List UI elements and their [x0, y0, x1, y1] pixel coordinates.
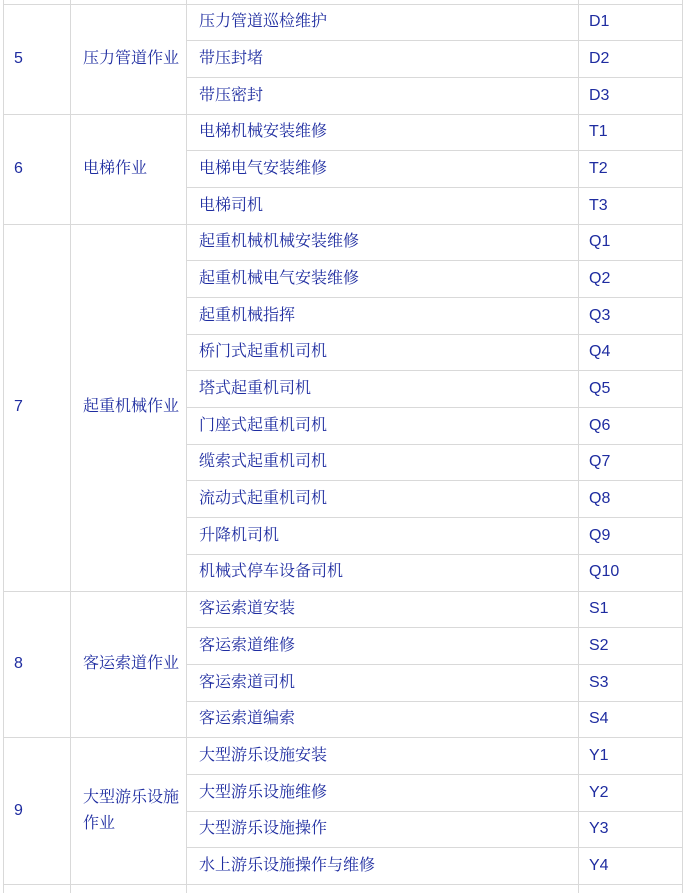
- item-code-cell: Y2: [579, 774, 683, 811]
- item-code-cell: Q5: [579, 371, 683, 408]
- item-name-cell: 带压封堵: [187, 41, 579, 78]
- item-code-cell: Q2: [579, 261, 683, 298]
- row-number-cell: 5: [4, 4, 71, 114]
- table-row: [4, 738, 683, 775]
- item-code-cell: Y1: [579, 738, 683, 775]
- item-code-cell: T1: [579, 114, 683, 151]
- category-cell: 客运索道作业: [71, 591, 187, 738]
- item-name-cell: 升降机司机: [187, 518, 579, 555]
- item-name-cell: 机械式停车设备司机: [187, 554, 579, 591]
- item-name-cell: 大型游乐设施安装: [187, 738, 579, 775]
- row-number-cell: 7: [4, 224, 71, 591]
- item-name-cell: 门座式起重机司机: [187, 408, 579, 445]
- item-name-cell: 压力管道巡检维护: [187, 4, 579, 41]
- item-name-cell: 客运索道司机: [187, 664, 579, 701]
- row-number-cell: 8: [4, 591, 71, 738]
- partial-cell: [187, 885, 579, 893]
- category-cell: 压力管道作业: [71, 4, 187, 114]
- item-code-cell: T2: [579, 151, 683, 188]
- category-cell: 电梯作业: [71, 114, 187, 224]
- item-code-cell: Q9: [579, 518, 683, 555]
- item-name-cell: 大型游乐设施维修: [187, 774, 579, 811]
- item-code-cell: D1: [579, 4, 683, 41]
- table-body: [4, 0, 683, 893]
- item-name-cell: 起重机械机械安装维修: [187, 224, 579, 261]
- table-row: [4, 224, 683, 261]
- item-code-cell: S4: [579, 701, 683, 738]
- item-name-cell: 缆索式起重机司机: [187, 444, 579, 481]
- category-cell: 大型游乐设施作业: [71, 738, 187, 885]
- item-name-cell: 大型游乐设施操作: [187, 811, 579, 848]
- item-code-cell: Y3: [579, 811, 683, 848]
- item-name-cell: 客运索道编索: [187, 701, 579, 738]
- partial-row-bottom: [4, 885, 683, 893]
- row-number-cell: 6: [4, 114, 71, 224]
- special-equipment-operations-table: [3, 0, 683, 893]
- item-name-cell: 起重机械电气安装维修: [187, 261, 579, 298]
- item-code-cell: D3: [579, 77, 683, 114]
- item-code-cell: Q8: [579, 481, 683, 518]
- category-cell: 起重机械作业: [71, 224, 187, 591]
- item-name-cell: 起重机械指挥: [187, 298, 579, 335]
- partial-cell: [71, 885, 187, 893]
- item-code-cell: Q4: [579, 334, 683, 371]
- item-name-cell: 流动式起重机司机: [187, 481, 579, 518]
- item-name-cell: 电梯电气安装维修: [187, 151, 579, 188]
- item-code-cell: T3: [579, 187, 683, 224]
- item-code-cell: Q10: [579, 554, 683, 591]
- item-code-cell: Y4: [579, 848, 683, 885]
- item-code-cell: D2: [579, 41, 683, 78]
- table-row: [4, 114, 683, 151]
- item-code-cell: S3: [579, 664, 683, 701]
- item-name-cell: 电梯司机: [187, 187, 579, 224]
- partial-cell: [4, 885, 71, 893]
- item-code-cell: Q7: [579, 444, 683, 481]
- table-row: [4, 591, 683, 628]
- row-number-cell: 9: [4, 738, 71, 885]
- item-name-cell: 桥门式起重机司机: [187, 334, 579, 371]
- item-name-cell: 带压密封: [187, 77, 579, 114]
- table-row: [4, 4, 683, 41]
- item-name-cell: 电梯机械安装维修: [187, 114, 579, 151]
- item-name-cell: 客运索道安装: [187, 591, 579, 628]
- item-code-cell: S1: [579, 591, 683, 628]
- item-code-cell: Q6: [579, 408, 683, 445]
- item-name-cell: 水上游乐设施操作与维修: [187, 848, 579, 885]
- item-code-cell: Q3: [579, 298, 683, 335]
- item-code-cell: Q1: [579, 224, 683, 261]
- item-name-cell: 客运索道维修: [187, 628, 579, 665]
- partial-cell: [579, 885, 683, 893]
- item-code-cell: S2: [579, 628, 683, 665]
- item-name-cell: 塔式起重机司机: [187, 371, 579, 408]
